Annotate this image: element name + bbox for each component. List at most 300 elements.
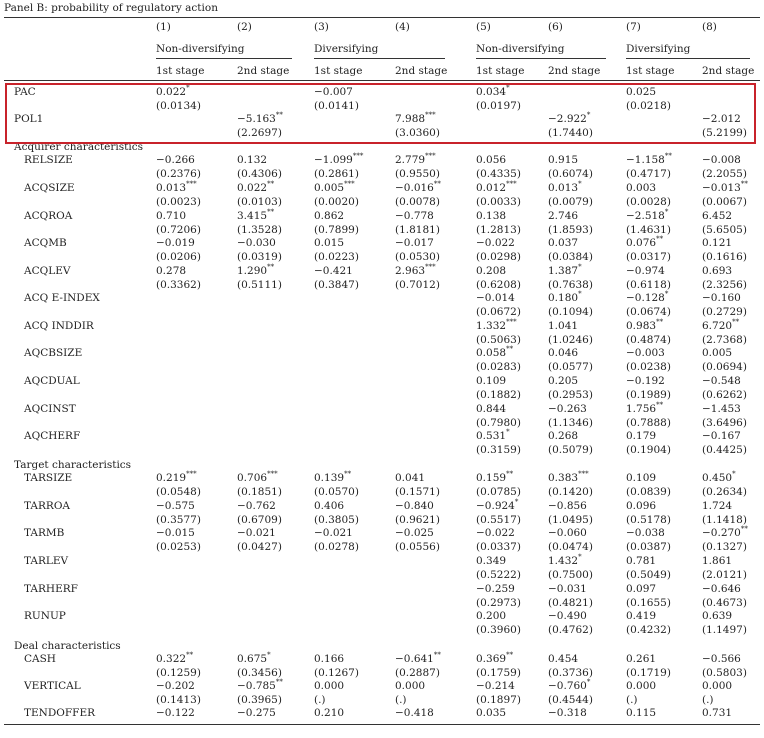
column-number: (2) <box>237 21 252 33</box>
coefficient: −0.017 <box>395 237 434 249</box>
coefficient: 0.025 <box>626 86 657 98</box>
standard-error: (0.1759) <box>476 667 521 679</box>
coefficient: 0.096 <box>626 500 657 512</box>
standard-error: (0.1420) <box>548 486 593 498</box>
coefficient: −2.518* <box>626 208 669 222</box>
coefficient: 0.710 <box>156 210 187 222</box>
variable-name: ACQSIZE <box>24 182 75 194</box>
standard-error: (0.0134) <box>156 100 201 112</box>
column-number: (4) <box>395 21 410 33</box>
group-label: Diversifying <box>314 43 379 55</box>
standard-error: (0.0278) <box>314 541 359 553</box>
coefficient: 0.179 <box>626 430 657 442</box>
coefficient: −0.974 <box>626 265 665 277</box>
coefficient: 0.035 <box>476 707 507 719</box>
coefficient: −0.015 <box>156 527 195 539</box>
standard-error: (0.3805) <box>314 514 359 526</box>
standard-error: (0.0319) <box>237 251 282 263</box>
coefficient: 0.041 <box>395 472 426 484</box>
coefficient: 0.675* <box>237 651 271 665</box>
variable-name: ACQROA <box>24 210 73 222</box>
standard-error: (0.0674) <box>626 306 671 318</box>
column-number: (5) <box>476 21 491 33</box>
coefficient: −1.158** <box>626 152 672 166</box>
coefficient: −0.031 <box>548 583 587 595</box>
standard-error: (0.5063) <box>476 334 521 346</box>
coefficient: −0.762 <box>237 500 276 512</box>
coefficient: 0.261 <box>626 653 657 665</box>
standard-error: (5.6505) <box>702 224 747 236</box>
coefficient: −0.214 <box>476 680 515 692</box>
coefficient: 0.022** <box>237 180 275 194</box>
coefficient: −1.453 <box>702 403 741 415</box>
standard-error: (0.1851) <box>237 486 282 498</box>
stage-label: 1st stage <box>156 65 205 77</box>
column-number: (7) <box>626 21 641 33</box>
coefficient: −0.008 <box>702 154 741 166</box>
standard-error: (2.7368) <box>702 334 747 346</box>
coefficient: 0.003 <box>626 182 657 194</box>
stage-label: 2nd stage <box>548 65 601 77</box>
column-number: (1) <box>156 21 171 33</box>
coefficient: −0.760* <box>548 678 591 692</box>
coefficient: 0.121 <box>702 237 733 249</box>
coefficient: 0.844 <box>476 403 507 415</box>
standard-error: (0.0785) <box>476 486 521 498</box>
standard-error: (0.3159) <box>476 444 521 456</box>
coefficient: 1.432* <box>548 553 582 567</box>
group-rule <box>626 58 750 59</box>
coefficient: −0.259 <box>476 583 515 595</box>
coefficient: −0.003 <box>626 347 665 359</box>
variable-name: AQCBSIZE <box>24 347 83 359</box>
standard-error: (0.0197) <box>476 100 521 112</box>
variable-name: VERTICAL <box>24 680 81 692</box>
variable-name: TARHERF <box>24 583 78 595</box>
stage-label: 2nd stage <box>237 65 290 77</box>
coefficient: −0.856 <box>548 500 587 512</box>
coefficient: 0.983** <box>626 318 664 332</box>
coefficient: −0.022 <box>476 237 515 249</box>
coefficient: 7.988*** <box>395 111 436 125</box>
standard-error: (1.2813) <box>476 224 521 236</box>
standard-error: (0.0384) <box>548 251 593 263</box>
coefficient: 0.454 <box>548 653 579 665</box>
standard-error: (0.1094) <box>548 306 593 318</box>
standard-error: (0.0474) <box>548 541 593 553</box>
standard-error: (0.5222) <box>476 569 521 581</box>
standard-error: (0.5049) <box>626 569 671 581</box>
standard-error: (0.7012) <box>395 279 440 291</box>
group-label: Diversifying <box>626 43 691 55</box>
coefficient: −0.013** <box>702 180 748 194</box>
standard-error: (0.0839) <box>626 486 671 498</box>
standard-error: (0.0078) <box>395 196 440 208</box>
coefficient: 0.012*** <box>476 180 517 194</box>
coefficient: 0.369** <box>476 651 514 665</box>
coefficient: 1.724 <box>702 500 733 512</box>
variable-name: ACQ E-INDEX <box>24 292 100 304</box>
highlight-box <box>5 83 756 144</box>
stage-label: 1st stage <box>626 65 675 77</box>
standard-error: (0.9621) <box>395 514 440 526</box>
variable-name: TENDOFFER <box>24 707 96 719</box>
standard-error: (2.2697) <box>237 127 282 139</box>
coefficient: −2.922* <box>548 111 591 125</box>
standard-error: (3.6496) <box>702 417 747 429</box>
variable-name: TARLEV <box>24 555 69 567</box>
standard-error: (0.0427) <box>237 541 282 553</box>
coefficient: −0.490 <box>548 610 587 622</box>
standard-error: (0.4425) <box>702 444 747 456</box>
standard-error: (0.6262) <box>702 389 747 401</box>
standard-error: (0.2953) <box>548 389 593 401</box>
coefficient: 0.000 <box>395 680 426 692</box>
standard-error: (0.1655) <box>626 597 671 609</box>
section-label: Target characteristics <box>14 459 132 471</box>
section-label: Acquirer characteristics <box>14 141 144 153</box>
coefficient: 0.013*** <box>156 180 197 194</box>
coefficient: 0.037 <box>548 237 579 249</box>
variable-name: PAC <box>14 86 36 98</box>
coefficient: 0.349 <box>476 555 507 567</box>
standard-error: (0.5178) <box>626 514 671 526</box>
coefficient: 0.693 <box>702 265 733 277</box>
coefficient: 0.200 <box>476 610 507 622</box>
standard-error: (0.5803) <box>702 667 747 679</box>
coefficient: 0.046 <box>548 347 579 359</box>
coefficient: 1.756** <box>626 401 664 415</box>
standard-error: (0.3965) <box>237 694 282 706</box>
standard-error: (0.2973) <box>476 597 521 609</box>
coefficient: 2.779*** <box>395 152 436 166</box>
coefficient: −0.025 <box>395 527 434 539</box>
coefficient: −0.192 <box>626 375 665 387</box>
standard-error: (0.0020) <box>314 196 359 208</box>
variable-name: POL1 <box>14 113 44 125</box>
coefficient: 0.180* <box>548 290 582 304</box>
standard-error: (0.1413) <box>156 694 201 706</box>
standard-error: (0.0103) <box>237 196 282 208</box>
standard-error: (0.6074) <box>548 168 593 180</box>
standard-error: (0.0033) <box>476 196 521 208</box>
group-rule <box>156 58 292 59</box>
coefficient: −0.022 <box>476 527 515 539</box>
standard-error: (0.3847) <box>314 279 359 291</box>
coefficient: 0.419 <box>626 610 657 622</box>
standard-error: (0.6709) <box>237 514 282 526</box>
variable-name: TARROA <box>24 500 71 512</box>
standard-error: (0.7500) <box>548 569 593 581</box>
standard-error: (.) <box>626 694 638 706</box>
coefficient: −0.007 <box>314 86 353 98</box>
coefficient: −0.646 <box>702 583 741 595</box>
standard-error: (0.7888) <box>626 417 671 429</box>
standard-error: (0.5111) <box>237 279 282 291</box>
coefficient: 0.109 <box>626 472 657 484</box>
coefficient: 6.720** <box>702 318 740 332</box>
coefficient: 0.109 <box>476 375 507 387</box>
coefficient: 0.000 <box>626 680 657 692</box>
coefficient: 0.013* <box>548 180 582 194</box>
standard-error: (0.7899) <box>314 224 359 236</box>
coefficient: −0.016** <box>395 180 441 194</box>
standard-error: (0.2729) <box>702 306 747 318</box>
coefficient: 0.138 <box>476 210 507 222</box>
standard-error: (1.8593) <box>548 224 593 236</box>
coefficient: −0.021 <box>237 527 276 539</box>
standard-error: (0.1719) <box>626 667 671 679</box>
variable-name: RUNUP <box>24 610 66 622</box>
standard-error: (3.0360) <box>395 127 440 139</box>
group-label: Non-diversifying <box>476 43 565 55</box>
coefficient: 0.862 <box>314 210 345 222</box>
coefficient: 0.000 <box>702 680 733 692</box>
standard-error: (0.1989) <box>626 389 671 401</box>
coefficient: 0.097 <box>626 583 657 595</box>
standard-error: (.) <box>395 694 407 706</box>
standard-error: (1.1418) <box>702 514 747 526</box>
variable-name: CASH <box>24 653 56 665</box>
coefficient: 3.415** <box>237 208 275 222</box>
variable-name: AQCHERF <box>24 430 81 442</box>
coefficient: 2.746 <box>548 210 579 222</box>
standard-error: (2.2055) <box>702 168 747 180</box>
standard-error: (0.1259) <box>156 667 201 679</box>
standard-error: (0.0570) <box>314 486 359 498</box>
standard-error: (0.0223) <box>314 251 359 263</box>
standard-error: (1.0495) <box>548 514 593 526</box>
coefficient: 0.056 <box>476 154 507 166</box>
coefficient: 0.268 <box>548 430 579 442</box>
standard-error: (0.5517) <box>476 514 521 526</box>
coefficient: −0.021 <box>314 527 353 539</box>
coefficient: 1.041 <box>548 320 579 332</box>
standard-error: (0.0067) <box>702 196 747 208</box>
standard-error: (1.4631) <box>626 224 671 236</box>
standard-error: (0.2376) <box>156 168 201 180</box>
coefficient: 0.383*** <box>548 470 589 484</box>
coefficient: −2.012 <box>702 113 741 125</box>
variable-name: ACQLEV <box>24 265 71 277</box>
standard-error: (0.0079) <box>548 196 593 208</box>
standard-error: (0.0298) <box>476 251 521 263</box>
coefficient: −0.038 <box>626 527 665 539</box>
coefficient: −0.202 <box>156 680 195 692</box>
standard-error: (0.2887) <box>395 667 440 679</box>
coefficient: −0.575 <box>156 500 195 512</box>
coefficient: 0.205 <box>548 375 579 387</box>
coefficient: 0.531* <box>476 428 510 442</box>
standard-error: (0.4762) <box>548 624 593 636</box>
coefficient: 0.139** <box>314 470 352 484</box>
standard-error: (0.0317) <box>626 251 671 263</box>
standard-error: (0.9550) <box>395 168 440 180</box>
coefficient: 0.278 <box>156 265 187 277</box>
standard-error: (0.3577) <box>156 514 201 526</box>
coefficient: 0.706*** <box>237 470 278 484</box>
variable-name: TARMB <box>24 527 65 539</box>
coefficient: −0.019 <box>156 237 195 249</box>
standard-error: (2.3256) <box>702 279 747 291</box>
standard-error: (1.0246) <box>548 334 593 346</box>
standard-error: (0.1327) <box>702 541 747 553</box>
coefficient: 0.639 <box>702 610 733 622</box>
coefficient: 0.915 <box>548 154 579 166</box>
standard-error: (0.1267) <box>314 667 359 679</box>
panel-title: Panel B: probability of regulatory action <box>4 2 218 14</box>
standard-error: (1.1346) <box>548 417 593 429</box>
coefficient: 0.781 <box>626 555 657 567</box>
standard-error: (.) <box>702 694 714 706</box>
standard-error: (1.8181) <box>395 224 440 236</box>
standard-error: (2.0121) <box>702 569 747 581</box>
coefficient: 0.076** <box>626 235 664 249</box>
coefficient: −5.163** <box>237 111 283 125</box>
group-rule <box>476 58 606 59</box>
coefficient: 0.115 <box>626 707 657 719</box>
coefficient: 0.005*** <box>314 180 355 194</box>
coefficient: 1.332*** <box>476 318 517 332</box>
coefficient: 1.387* <box>548 263 582 277</box>
coefficient: 0.450* <box>702 470 736 484</box>
column-number: (3) <box>314 21 329 33</box>
standard-error: (1.7440) <box>548 127 593 139</box>
coefficient: −0.785** <box>237 678 283 692</box>
coefficient: −0.566 <box>702 653 741 665</box>
coefficient: −0.122 <box>156 707 195 719</box>
standard-error: (0.4335) <box>476 168 521 180</box>
standard-error: (0.5079) <box>548 444 593 456</box>
standard-error: (0.0238) <box>626 361 671 373</box>
coefficient: −0.318 <box>548 707 587 719</box>
coefficient: 0.058** <box>476 345 514 359</box>
standard-error: (0.0283) <box>476 361 521 373</box>
coefficient: −0.778 <box>395 210 434 222</box>
stage-label: 2nd stage <box>395 65 448 77</box>
variable-name: TARSIZE <box>24 472 73 484</box>
standard-error: (0.1882) <box>476 389 521 401</box>
stage-label: 2nd stage <box>702 65 755 77</box>
standard-error: (0.3736) <box>548 667 593 679</box>
header-rule <box>4 80 760 81</box>
standard-error: (0.2634) <box>702 486 747 498</box>
coefficient: −0.266 <box>156 154 195 166</box>
standard-error: (0.0023) <box>156 196 201 208</box>
variable-name: AQCINST <box>24 403 76 415</box>
standard-error: (5.2199) <box>702 127 747 139</box>
standard-error: (0.0206) <box>156 251 201 263</box>
standard-error: (1.3528) <box>237 224 282 236</box>
standard-error: (0.0530) <box>395 251 440 263</box>
coefficient: −0.840 <box>395 500 434 512</box>
standard-error: (0.0253) <box>156 541 201 553</box>
coefficient: 0.132 <box>237 154 268 166</box>
standard-error: (0.0556) <box>395 541 440 553</box>
standard-error: (0.4544) <box>548 694 593 706</box>
column-number: (6) <box>548 21 563 33</box>
coefficient: 0.210 <box>314 707 345 719</box>
coefficient: 0.208 <box>476 265 507 277</box>
group-rule <box>314 58 445 59</box>
standard-error: (0.7206) <box>156 224 201 236</box>
standard-error: (.) <box>314 694 326 706</box>
standard-error: (0.0694) <box>702 361 747 373</box>
coefficient: 0.731 <box>702 707 733 719</box>
column-number: (8) <box>702 21 717 33</box>
group-label: Non-diversifying <box>156 43 245 55</box>
coefficient: 0.406 <box>314 500 345 512</box>
standard-error: (0.0141) <box>314 100 359 112</box>
standard-error: (0.7980) <box>476 417 521 429</box>
coefficient: −0.030 <box>237 237 276 249</box>
standard-error: (0.4717) <box>626 168 671 180</box>
top-rule <box>4 17 760 18</box>
coefficient: −0.167 <box>702 430 741 442</box>
coefficient: −0.418 <box>395 707 434 719</box>
stage-label: 1st stage <box>314 65 363 77</box>
standard-error: (0.0218) <box>626 100 671 112</box>
standard-error: (0.1616) <box>702 251 747 263</box>
standard-error: (0.1897) <box>476 694 521 706</box>
standard-error: (0.6208) <box>476 279 521 291</box>
standard-error: (0.1571) <box>395 486 440 498</box>
coefficient: 0.015 <box>314 237 345 249</box>
standard-error: (1.1497) <box>702 624 747 636</box>
coefficient: −0.275 <box>237 707 276 719</box>
coefficient: 0.000 <box>314 680 345 692</box>
standard-error: (0.4232) <box>626 624 671 636</box>
standard-error: (0.1904) <box>626 444 671 456</box>
coefficient: 0.022* <box>156 84 190 98</box>
standard-error: (0.3456) <box>237 667 282 679</box>
variable-name: RELSIZE <box>24 154 73 166</box>
standard-error: (0.2861) <box>314 168 359 180</box>
coefficient: 2.963*** <box>395 263 436 277</box>
coefficient: −0.128* <box>626 290 669 304</box>
standard-error: (0.3362) <box>156 279 201 291</box>
section-label: Deal characteristics <box>14 640 121 652</box>
standard-error: (0.0548) <box>156 486 201 498</box>
variable-name: ACQMB <box>24 237 67 249</box>
coefficient: −0.263 <box>548 403 587 415</box>
coefficient: −1.099*** <box>314 152 364 166</box>
standard-error: (0.0337) <box>476 541 521 553</box>
coefficient: 0.005 <box>702 347 733 359</box>
standard-error: (0.4673) <box>702 597 747 609</box>
coefficient: 0.322** <box>156 651 194 665</box>
variable-name: ACQ INDDIR <box>24 320 94 332</box>
coefficient: −0.421 <box>314 265 353 277</box>
coefficient: −0.060 <box>548 527 587 539</box>
standard-error: (0.4874) <box>626 334 671 346</box>
standard-error: (0.3960) <box>476 624 521 636</box>
standard-error: (0.7638) <box>548 279 593 291</box>
coefficient: 0.034* <box>476 84 510 98</box>
coefficient: −0.548 <box>702 375 741 387</box>
coefficient: 6.452 <box>702 210 733 222</box>
standard-error: (0.0672) <box>476 306 521 318</box>
variable-name: AQCDUAL <box>24 375 80 387</box>
coefficient: −0.014 <box>476 292 515 304</box>
coefficient: 1.290** <box>237 263 275 277</box>
coefficient: 0.219*** <box>156 470 197 484</box>
standard-error: (0.0387) <box>626 541 671 553</box>
coefficient: −0.160 <box>702 292 741 304</box>
coefficient: −0.270** <box>702 525 748 539</box>
standard-error: (0.0028) <box>626 196 671 208</box>
coefficient: −0.924* <box>476 498 519 512</box>
